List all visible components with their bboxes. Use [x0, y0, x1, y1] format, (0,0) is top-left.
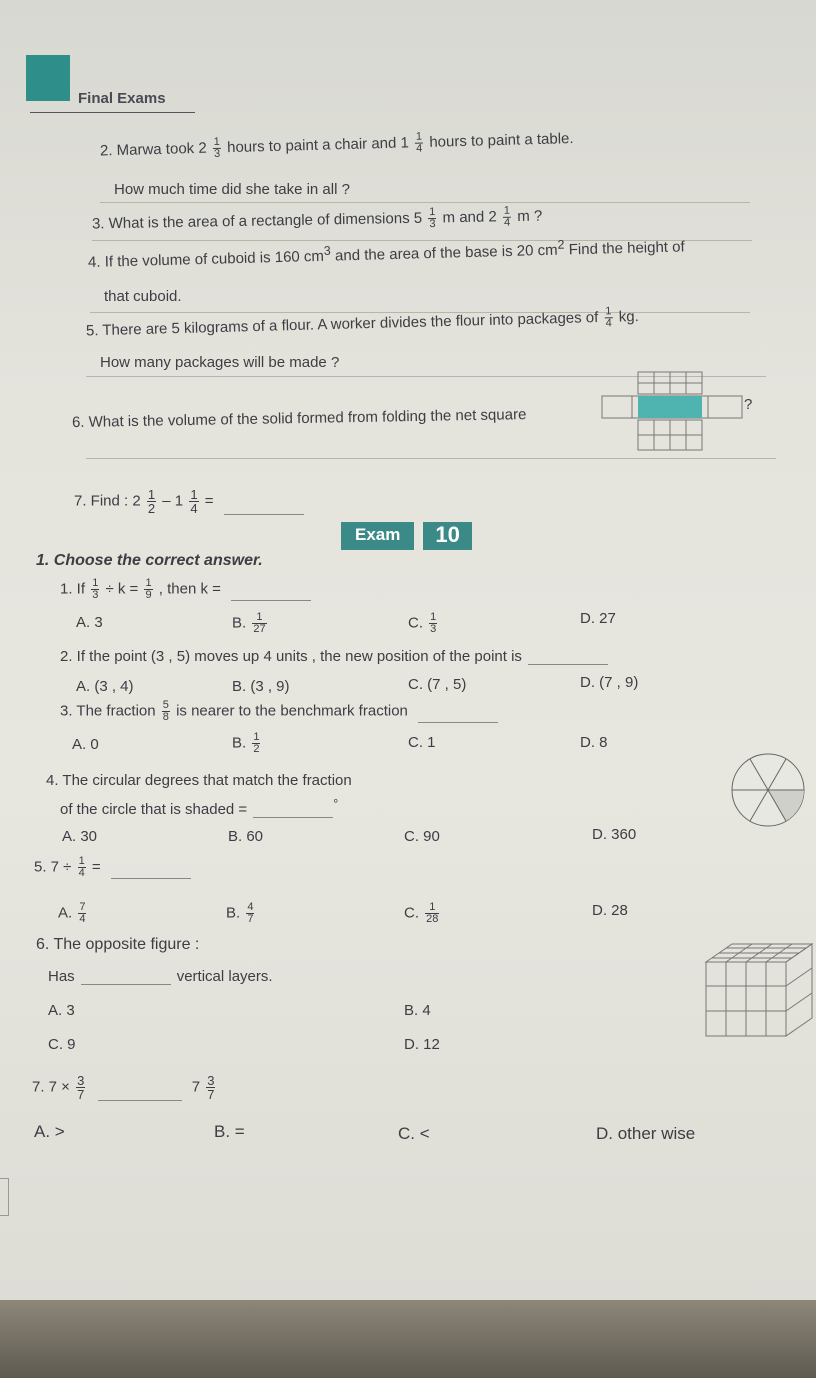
section-title: 1. Choose the correct answer. — [36, 552, 263, 569]
mcq7-option-c[interactable]: C. < — [398, 1124, 430, 1143]
q7-text-b: – 1 — [162, 492, 184, 510]
mcq6-option-b[interactable]: B. 4 — [404, 1002, 431, 1019]
fraction — [189, 488, 198, 515]
mcq2-text: 2. If the point (3 , 5) moves up 4 units , the new position of the point is — [60, 648, 522, 665]
mcq4-text: of the circle that is shaded = — [60, 801, 248, 818]
q2-text-a: 2. Marwa took 2 — [99, 139, 207, 160]
mcq4-option-d[interactable]: D. 360 — [592, 826, 637, 843]
answer-line — [100, 202, 750, 203]
question-6: 6. What is the volume of the solid formed from folding the net square — [71, 406, 527, 431]
mcq-4 — [60, 797, 338, 818]
numerator: 3 — [77, 1073, 85, 1088]
denominator: 4 — [503, 216, 511, 229]
option-letter: B. — [232, 614, 247, 632]
exam-badge — [341, 522, 472, 550]
fraction — [429, 612, 437, 635]
numerator: 1 — [503, 204, 511, 217]
mcq5-option-d[interactable]: D. 28 — [592, 902, 628, 919]
mcq-2 — [60, 648, 608, 665]
superscript: 2 — [557, 237, 565, 252]
numerator: 1 — [253, 731, 260, 743]
fraction — [425, 902, 439, 925]
mcq1-text-b: ÷ k = — [105, 580, 139, 598]
fraction — [252, 612, 266, 635]
denominator: 27 — [253, 623, 266, 635]
fraction — [213, 137, 222, 160]
q2-text-b: hours to paint a chair and 1 — [226, 134, 410, 157]
numerator: 3 — [207, 1073, 215, 1088]
q4-text-c: Find the height of — [568, 238, 685, 259]
q4-text-a: 4. If the volume of cuboid is 160 cm — [87, 247, 325, 271]
fraction — [147, 488, 156, 515]
mcq-5 — [34, 856, 191, 879]
answer-blank — [528, 664, 608, 665]
mcq-7 — [32, 1074, 217, 1101]
mcq4-option-a[interactable]: A. 30 — [62, 828, 98, 845]
exam-label: Exam — [341, 522, 414, 550]
mcq6-text-a: Has — [48, 968, 75, 985]
mcq2-option-a[interactable]: A. (3 , 4) — [76, 678, 134, 695]
mcq1-option-b[interactable] — [232, 612, 269, 635]
mcq1-text-c: , then k = — [158, 580, 221, 598]
q4-text-b: and the area of the base is 20 cm — [334, 241, 558, 265]
mcq5-text-a: 5. 7 ÷ — [34, 858, 72, 876]
numerator: 1 — [430, 611, 437, 623]
q7-text-c: = — [204, 492, 214, 510]
header-color-block — [26, 55, 70, 101]
mcq6-option-c[interactable]: C. 9 — [48, 1036, 76, 1053]
mcq4-option-c[interactable]: C. 90 — [404, 828, 440, 845]
mcq4-line1: 4. The circular degrees that match the fraction — [46, 772, 352, 789]
mcq3-option-a[interactable]: A. 0 — [72, 736, 99, 753]
fraction — [206, 1074, 215, 1101]
q3-text-c: m ? — [517, 207, 543, 226]
mcq-6 — [48, 968, 273, 985]
denominator: 4 — [416, 142, 423, 155]
mcq5-option-a[interactable] — [58, 902, 88, 925]
q4-line2: that cuboid. — [104, 288, 182, 305]
mcq4-option-b[interactable]: B. 60 — [228, 828, 264, 845]
option-letter: C. — [408, 614, 423, 632]
denominator: 2 — [147, 501, 156, 516]
numerator: 1 — [415, 130, 423, 143]
title-underline — [30, 112, 195, 113]
q3-text-b: m and 2 — [442, 208, 497, 227]
mcq7-option-d[interactable]: D. other wise — [596, 1124, 696, 1143]
denominator: 3 — [429, 218, 436, 231]
numerator: 1 — [78, 855, 85, 867]
mcq3-text-b: is nearer to the benchmark fraction — [176, 702, 408, 720]
answer-blank — [98, 1100, 182, 1101]
denominator: 8 — [162, 711, 169, 723]
mcq7-option-b[interactable]: B. = — [214, 1122, 245, 1141]
mcq5-option-b[interactable] — [226, 902, 256, 925]
q2-line2: How much time did she take in all ? — [114, 181, 350, 198]
denominator: 7 — [77, 1087, 85, 1102]
denominator: 3 — [430, 623, 437, 635]
fraction — [252, 732, 260, 755]
answer-blank — [224, 514, 304, 515]
circle-figure — [726, 752, 810, 828]
denominator: 4 — [79, 913, 86, 925]
fraction — [246, 902, 254, 925]
numerator: 1 — [147, 487, 156, 502]
mcq-3 — [60, 700, 498, 723]
numerator: 1 — [92, 577, 99, 589]
mcq6-option-a[interactable]: A. 3 — [48, 1002, 75, 1019]
mcq3-option-c[interactable]: C. 1 — [408, 734, 436, 751]
mcq6-option-d[interactable]: D. 12 — [404, 1036, 440, 1053]
numerator: 1 — [213, 135, 220, 149]
denominator: 28 — [426, 913, 439, 925]
denominator: 4 — [78, 867, 85, 879]
layered-cuboid-figure — [702, 940, 814, 1040]
numerator: 1 — [605, 305, 612, 318]
fraction — [162, 700, 170, 723]
mcq2-option-b[interactable]: B. (3 , 9) — [232, 678, 290, 695]
mcq5-option-c[interactable] — [404, 902, 441, 925]
fraction — [78, 902, 86, 925]
answer-line — [86, 458, 776, 459]
fraction — [415, 132, 424, 155]
denominator: 3 — [92, 589, 99, 601]
answer-blank — [253, 817, 333, 818]
table-background — [0, 1300, 816, 1378]
page-title: Final Exams — [78, 90, 166, 107]
q6-question-mark: ? — [744, 396, 753, 413]
answer-blank — [81, 984, 171, 985]
fraction — [76, 1074, 85, 1101]
numerator: 4 — [247, 901, 254, 913]
numerator: 1 — [190, 487, 198, 502]
fraction — [604, 306, 613, 329]
mcq2-option-d[interactable]: D. (7 , 9) — [580, 674, 639, 691]
exam-number: 10 — [420, 522, 471, 550]
fraction — [428, 207, 437, 230]
answer-blank — [418, 722, 498, 723]
mcq6-title: 6. The opposite figure : — [36, 936, 200, 953]
superscript: 3 — [323, 243, 331, 258]
denominator: 2 — [253, 743, 260, 755]
q5-text-b: kg. — [618, 307, 640, 326]
mcq3-text-a: 3. The fraction — [60, 702, 156, 720]
mcq3-option-d[interactable]: D. 8 — [580, 734, 608, 751]
mcq5-text-b: = — [91, 858, 101, 876]
q5-line2: How many packages will be made ? — [100, 354, 340, 371]
denominator: 9 — [145, 589, 152, 601]
answer-blank — [111, 878, 191, 879]
denominator: 7 — [247, 913, 254, 925]
denominator: 3 — [213, 147, 221, 161]
mcq2-option-c[interactable]: C. (7 , 5) — [408, 676, 467, 693]
margin-mark — [0, 1178, 9, 1216]
question-7 — [74, 488, 304, 515]
option-letter: B. — [226, 904, 241, 922]
numerator: 1 — [145, 577, 152, 589]
q3-text-a: 3. What is the area of a rectangle of dimensions 5 — [91, 209, 423, 233]
degree-symbol: ° — [333, 797, 339, 811]
option-letter: B. — [232, 734, 247, 752]
numerator: 1 — [429, 206, 436, 219]
mcq1-text-a: 1. If — [60, 580, 86, 598]
mcq1-option-c[interactable] — [408, 612, 439, 635]
fraction — [144, 578, 152, 601]
option-letter: C. — [404, 904, 419, 922]
mcq7-text-b: 7 — [191, 1078, 201, 1096]
q7-text-a: 7. Find : 2 — [74, 492, 141, 510]
q5-text-a: 5. There are 5 kilograms of a flour. A worker divides the flour into packages of — [85, 309, 599, 340]
mcq1-option-d[interactable]: D. 27 — [580, 610, 616, 627]
option-letter: A. — [58, 904, 73, 922]
denominator: 7 — [207, 1087, 215, 1102]
mcq7-option-a[interactable]: A. > — [34, 1122, 65, 1141]
denominator: 4 — [190, 501, 198, 516]
denominator: 4 — [605, 317, 612, 330]
numerator: 7 — [79, 901, 86, 913]
fraction — [503, 206, 512, 229]
fraction — [91, 578, 99, 601]
numerator: 1 — [252, 612, 266, 624]
mcq3-option-b[interactable] — [232, 732, 262, 755]
numerator: 1 — [425, 902, 439, 914]
mcq6-text-b: vertical layers. — [176, 968, 273, 985]
cube-net-figure — [598, 368, 758, 458]
q2-text-c: hours to paint a table. — [429, 130, 574, 151]
fraction — [78, 856, 86, 879]
answer-blank — [231, 600, 311, 601]
mcq1-option-a[interactable]: A. 3 — [76, 614, 103, 631]
mcq7-text-a: 7. 7 × — [32, 1078, 70, 1096]
numerator: 5 — [162, 699, 169, 711]
mcq-1 — [60, 578, 311, 601]
